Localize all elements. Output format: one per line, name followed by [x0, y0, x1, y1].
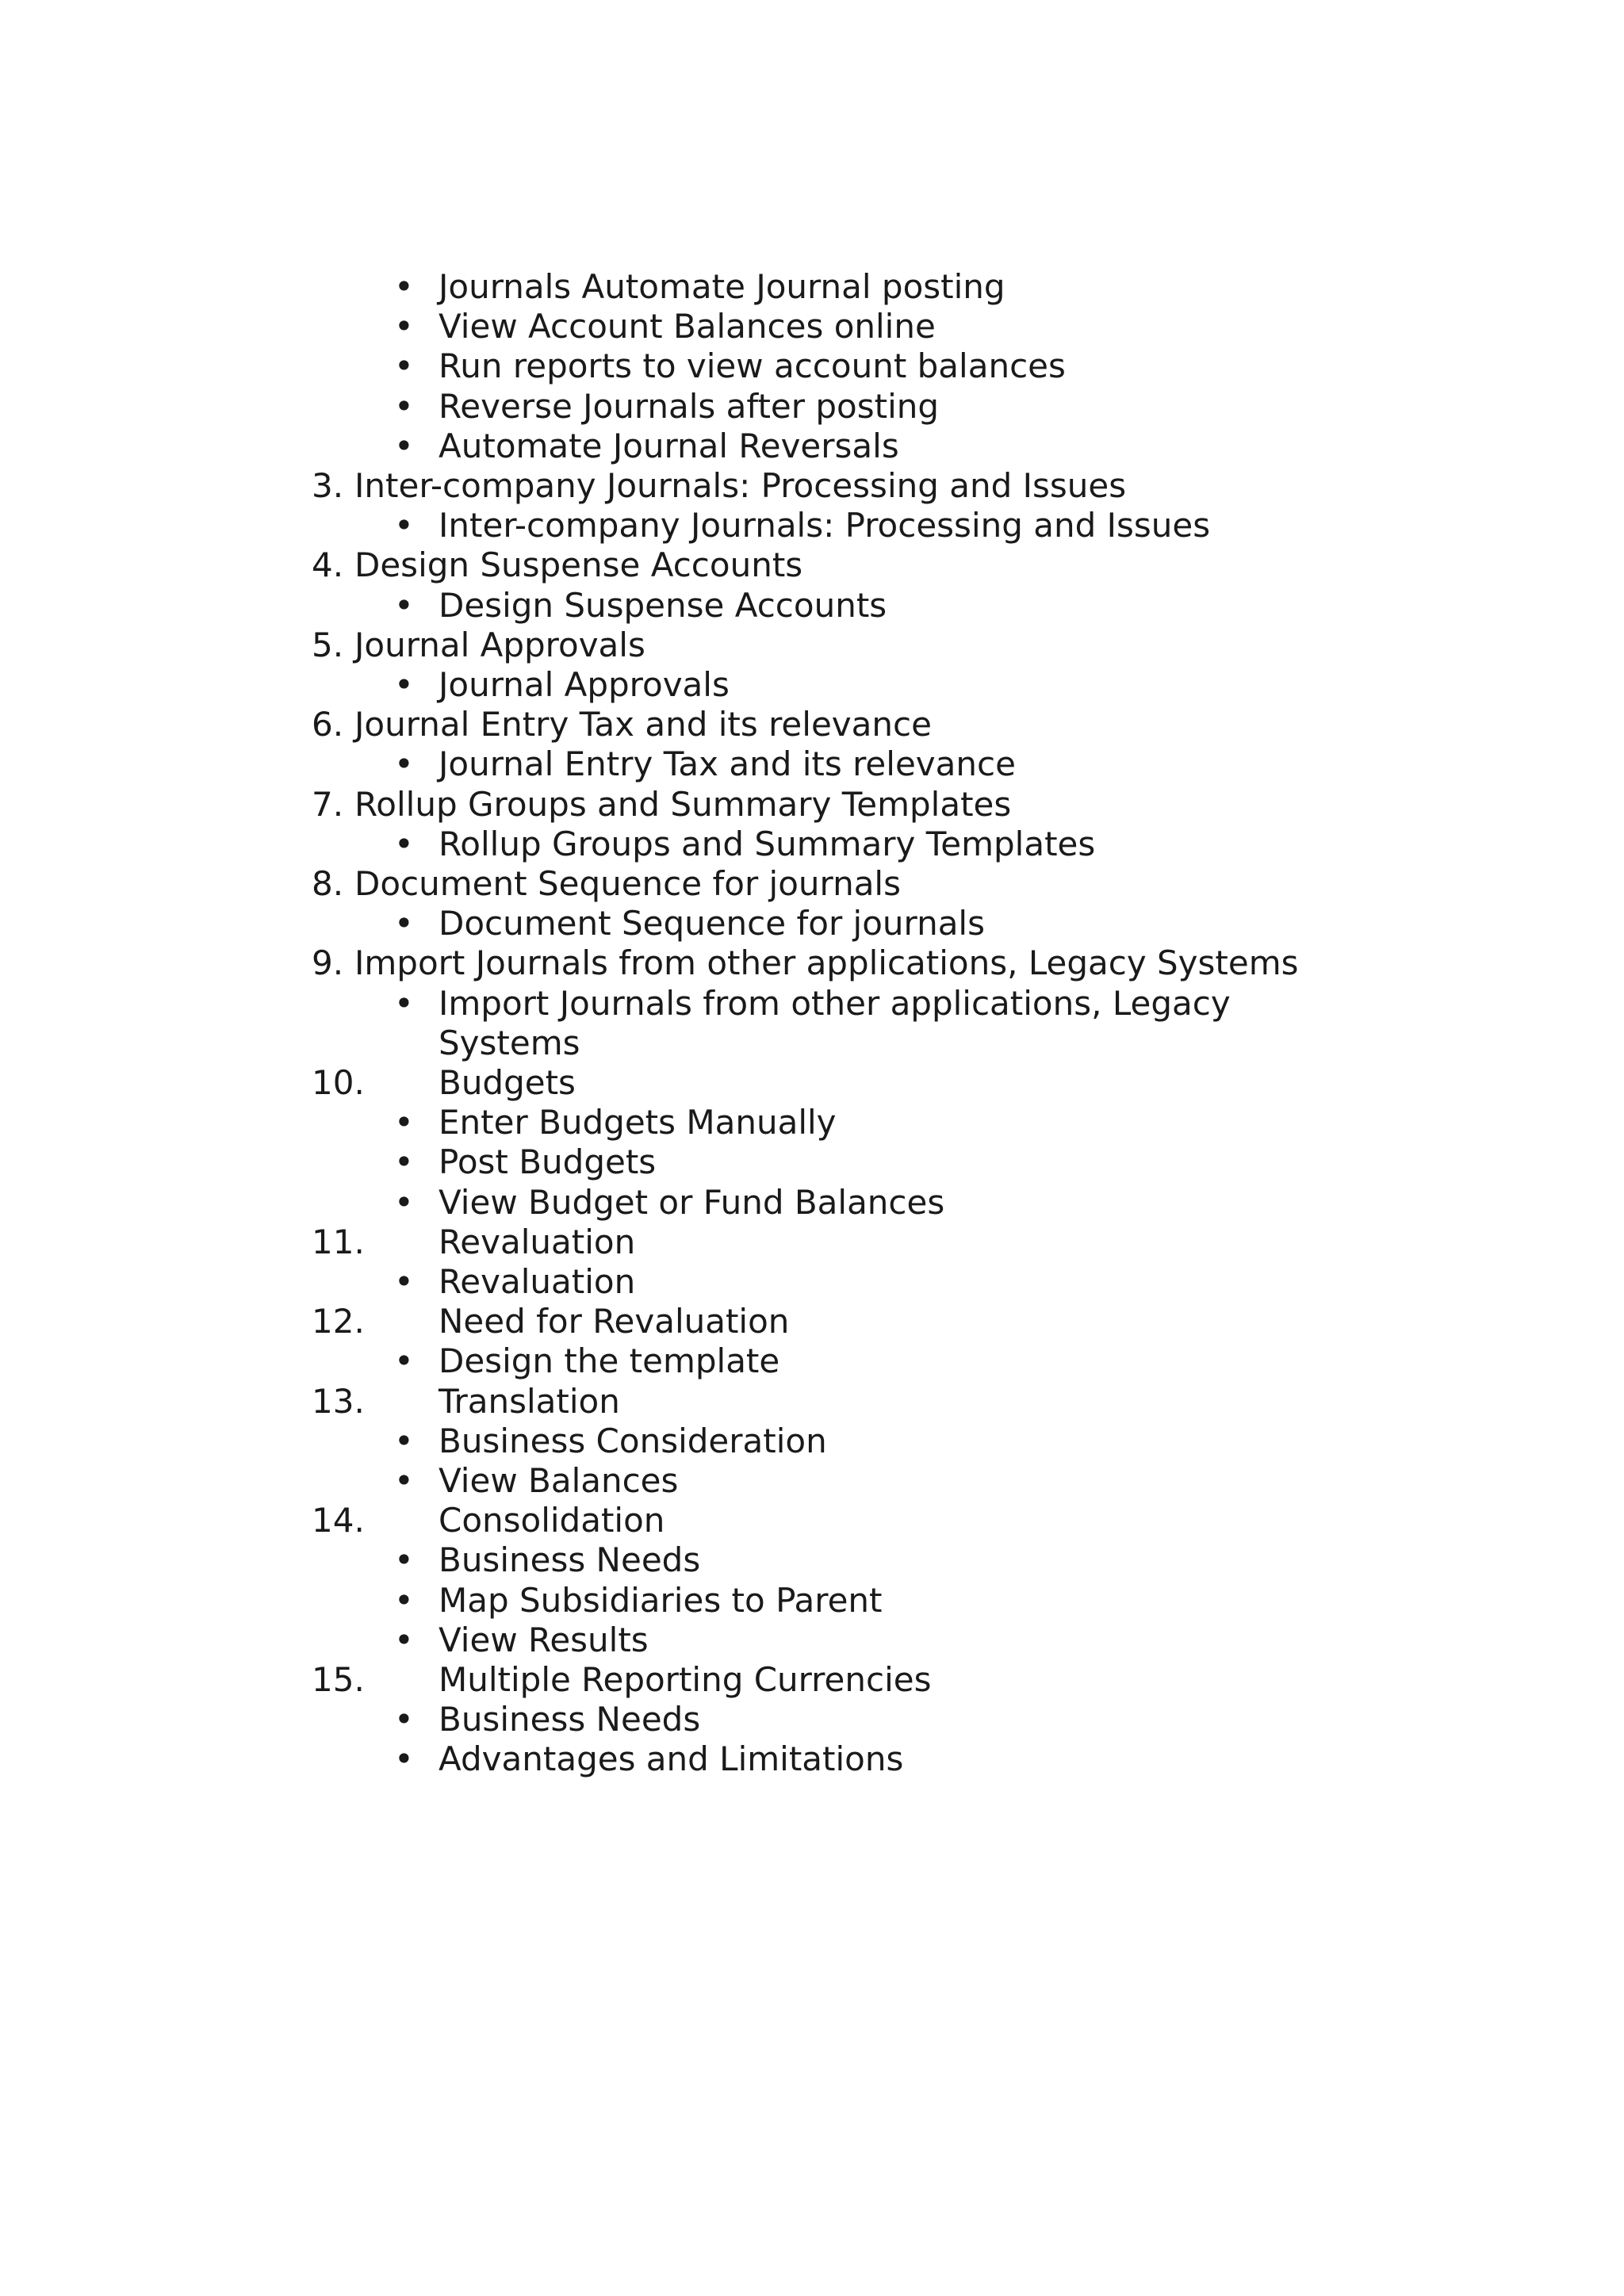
bullet-text: View Balances	[439, 1461, 679, 1500]
bullet-marker: •	[394, 1461, 414, 1500]
bullet-marker: •	[394, 346, 414, 385]
bullet-text: Journal Approvals	[439, 665, 730, 704]
bullet-text: Systems	[439, 1024, 580, 1062]
heading-number: 12.	[312, 1302, 365, 1341]
bullet-text: Revaluation	[439, 1262, 636, 1301]
heading-text: Design Suspense Accounts	[354, 545, 803, 584]
bullet-text: Post Budgets	[439, 1142, 657, 1181]
heading-number: 14.	[312, 1501, 365, 1540]
bullet-marker: •	[394, 506, 414, 545]
bullet-text: View Results	[439, 1621, 649, 1659]
bullet-text: Journals Automate Journal posting	[439, 267, 1005, 306]
bullet-marker: •	[394, 1183, 414, 1222]
bullet-text: Rollup Groups and Summary Templates	[439, 825, 1096, 863]
heading-text: Import Journals from other applications, Legacy Systems	[354, 943, 1299, 982]
heading-number: 9.	[312, 943, 344, 982]
heading-text: Document Sequence for journals	[354, 864, 901, 903]
bullet-text: Import Journals from other applications, Legacy	[439, 984, 1231, 1023]
heading-text: Translation	[439, 1382, 620, 1421]
bullet-marker: •	[394, 1103, 414, 1142]
bullet-marker: •	[394, 586, 414, 625]
bullet-marker: •	[394, 1142, 414, 1181]
bullet-marker: •	[394, 1540, 414, 1579]
heading-text: Need for Revaluation	[439, 1302, 790, 1341]
bullet-marker: •	[394, 267, 414, 306]
bullet-text: Design Suspense Accounts	[439, 586, 887, 625]
bullet-text: Design the template	[439, 1341, 780, 1380]
heading-number: 7.	[312, 785, 344, 824]
heading-text: Consolidation	[439, 1501, 665, 1540]
heading-number: 10.	[312, 1063, 365, 1102]
heading-number: 4.	[312, 545, 344, 584]
bullet-text: Reverse Journals after posting	[439, 387, 940, 426]
bullet-marker: •	[394, 904, 414, 943]
bullet-text: Enter Budgets Manually	[439, 1103, 837, 1142]
bullet-marker: •	[394, 1262, 414, 1301]
bullet-text: Business Needs	[439, 1700, 701, 1739]
bullet-marker: •	[394, 825, 414, 863]
bullet-marker: •	[394, 387, 414, 426]
bullet-marker: •	[394, 1341, 414, 1380]
heading-number: 15.	[312, 1660, 365, 1699]
heading-text: Journal Approvals	[354, 626, 645, 664]
bullet-text: View Account Balances online	[439, 307, 936, 346]
bullet-text: Document Sequence for journals	[439, 904, 985, 943]
bullet-marker: •	[394, 427, 414, 465]
bullet-marker: •	[394, 984, 414, 1023]
bullet-text: Journal Entry Tax and its relevance	[439, 744, 1016, 783]
bullet-marker: •	[394, 665, 414, 704]
heading-text: Revaluation	[439, 1223, 636, 1261]
heading-number: 8.	[312, 864, 344, 903]
heading-text: Journal Entry Tax and its relevance	[354, 705, 932, 744]
bullet-marker: •	[394, 744, 414, 783]
bullet-marker: •	[394, 307, 414, 346]
bullet-text: Inter-company Journals: Processing and Issues	[439, 506, 1211, 545]
bullet-text: Advantages and Limitations	[439, 1739, 904, 1778]
heading-number: 6.	[312, 705, 344, 744]
heading-text: Rollup Groups and Summary Templates	[354, 785, 1012, 824]
bullet-marker: •	[394, 1739, 414, 1778]
bullet-text: Business Needs	[439, 1540, 701, 1579]
heading-text: Multiple Reporting Currencies	[439, 1660, 932, 1699]
heading-number: 3.	[312, 466, 344, 505]
bullet-marker: •	[394, 1422, 414, 1460]
bullet-marker: •	[394, 1700, 414, 1739]
bullet-text: Business Consideration	[439, 1422, 827, 1460]
heading-text: Inter-company Journals: Processing and Issues	[354, 466, 1127, 505]
bullet-marker: •	[394, 1621, 414, 1659]
bullet-text: Map Subsidiaries to Parent	[439, 1581, 883, 1620]
bullet-text: Run reports to view account balances	[439, 346, 1066, 385]
bullet-text: Automate Journal Reversals	[439, 427, 899, 465]
heading-number: 11.	[312, 1223, 365, 1261]
bullet-marker: •	[394, 1581, 414, 1620]
heading-number: 5.	[312, 626, 344, 664]
heading-text: Budgets	[439, 1063, 576, 1102]
bullet-text: View Budget or Fund Balances	[439, 1183, 945, 1222]
heading-number: 13.	[312, 1382, 365, 1421]
